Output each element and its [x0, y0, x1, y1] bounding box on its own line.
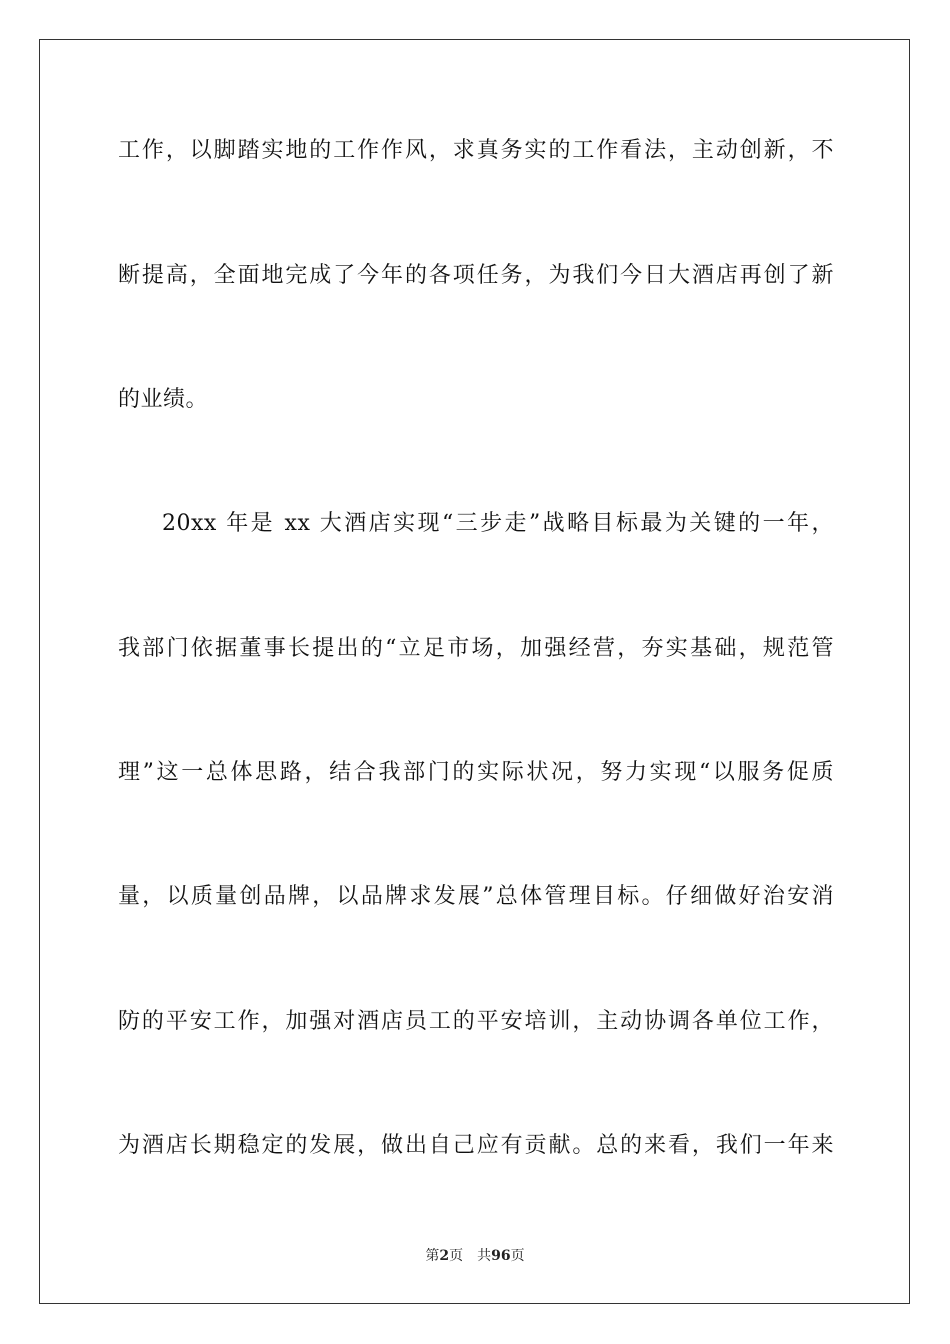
body-line-7: 量，以质量创品牌，以品牌求发展”总体管理目标。仔细做好治安消	[118, 884, 834, 909]
body-line-3: 的业绩。	[118, 387, 209, 412]
page-footer	[0, 1247, 950, 1265]
total-label-prefix: 共	[477, 1248, 492, 1264]
body-line-8: 防的平安工作，加强对酒店员工的平安培训，主动协调各单位工作，	[118, 1009, 834, 1034]
body-line-6: 理”这一总体思路，结合我部门的实际状况，努力实现“以服务促质	[118, 760, 834, 785]
total-page-number: 96	[491, 1248, 511, 1264]
body-line-1: 工作，以脚踏实地的工作作风，求真务实的工作看法，主动创新，不	[118, 138, 834, 163]
body-line-9: 为酒店长期稳定的发展，做出自己应有贡献。总的来看，我们一年来	[118, 1133, 834, 1158]
current-page-number: 2	[439, 1248, 450, 1264]
page-label-suffix: 页	[449, 1248, 464, 1264]
total-label-suffix: 页	[510, 1248, 525, 1264]
page-border	[39, 39, 910, 1304]
body-line-4: 20xx 年是 xx 大酒店实现“三步走”战略目标最为关键的一年，	[162, 511, 834, 536]
body-line-5: 我部门依据董事长提出的“立足市场，加强经营，夯实基础，规范管	[118, 636, 834, 661]
page-label-prefix: 第	[425, 1248, 440, 1264]
body-line-2: 断提高，全面地完成了今年的各项任务，为我们今日大酒店再创了新	[118, 263, 834, 288]
